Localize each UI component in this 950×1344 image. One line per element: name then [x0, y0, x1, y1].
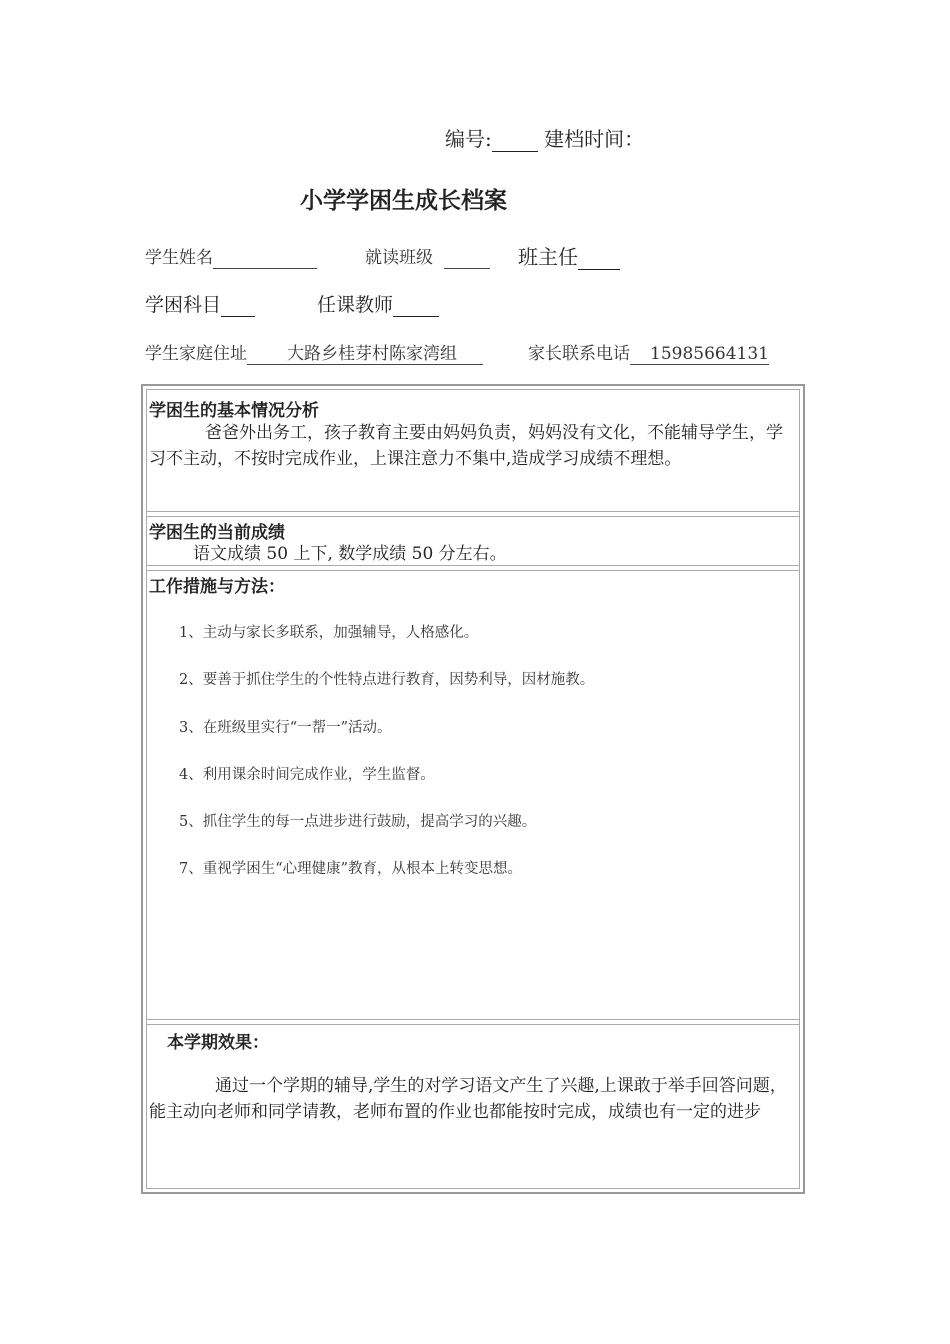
teacher-label: 任课教师: [317, 294, 394, 316]
phone-field: [528, 339, 769, 365]
student-name-label: 学生姓名: [145, 248, 213, 268]
subject-label: 学困科目: [145, 294, 222, 316]
number-label: 编号:: [445, 127, 492, 151]
basic-analysis-title: 学困生的基本情况分析: [149, 401, 319, 421]
address-field: [145, 339, 483, 365]
class-field: [365, 243, 490, 269]
record-table-inner: [146, 389, 800, 1189]
phone-value: 15985664131: [630, 344, 769, 365]
head-teacher-blank: [578, 245, 620, 270]
number-blank: [492, 127, 538, 152]
divider-3: [147, 1019, 799, 1025]
student-name-blank: [213, 248, 317, 269]
measure-item: 4、利用课余时间完成作业，学生监督。: [179, 767, 435, 783]
head-teacher-field: [518, 241, 620, 270]
class-blank: [444, 248, 490, 269]
date-label: 建档时间：: [544, 127, 645, 151]
measure-item: 3、在班级里实行“一帮一”活动。: [179, 720, 392, 736]
class-label: 就读班级: [365, 248, 433, 268]
divider-1: [147, 511, 799, 517]
measure-item: 1、主动与家长多联系，加强辅导，人格感化。: [179, 625, 479, 641]
grades-title: 学困生的当前成绩: [149, 523, 285, 543]
measure-item: 7、重视学困生“心理健康”教育，从根本上转变思想。: [179, 861, 523, 877]
teacher-blank: [393, 294, 439, 317]
measures-title: 工作措施与方法：: [149, 577, 285, 597]
subject-blank: [221, 294, 255, 317]
record-meta: [445, 123, 644, 152]
measure-item: 5、抓住学生的每一点进步进行鼓励，提高学习的兴趣。: [179, 814, 537, 830]
effect-title: 本学期效果：: [167, 1033, 269, 1053]
subject-field: [145, 290, 255, 317]
basic-analysis-text: 爸爸外出务工，孩子教育主要由妈妈负责，妈妈没有文化，不能辅导学生，学习不主动，不按时完成作业，上课注意力不集中,造成学习成绩不理想。: [149, 423, 783, 469]
document-title: 小学学困生成长档案: [300, 187, 507, 214]
head-teacher-label: 班主任: [518, 245, 578, 269]
teacher-field: [317, 290, 439, 317]
measure-item: 2、要善于抓住学生的个性特点进行教育，因势利导，因材施教。: [179, 672, 595, 688]
grades-text: 语文成绩 50 上下, 数学成绩 50 分左右。: [193, 544, 507, 564]
effect-text: 通过一个学期的辅导,学生的对学习语文产生了兴趣,上课敢于举手回答问题，能主动向老师和同学请教，老师布置的作业也都能按时完成，成绩也有一定的进步: [149, 1076, 787, 1122]
address-label: 学生家庭住址: [145, 344, 247, 364]
record-table: [141, 384, 805, 1194]
address-value: 大路乡桂芽村陈家湾组: [247, 339, 483, 365]
divider-2: [147, 565, 799, 571]
phone-label: 家长联系电话: [528, 344, 630, 364]
student-name-field: [145, 243, 317, 269]
